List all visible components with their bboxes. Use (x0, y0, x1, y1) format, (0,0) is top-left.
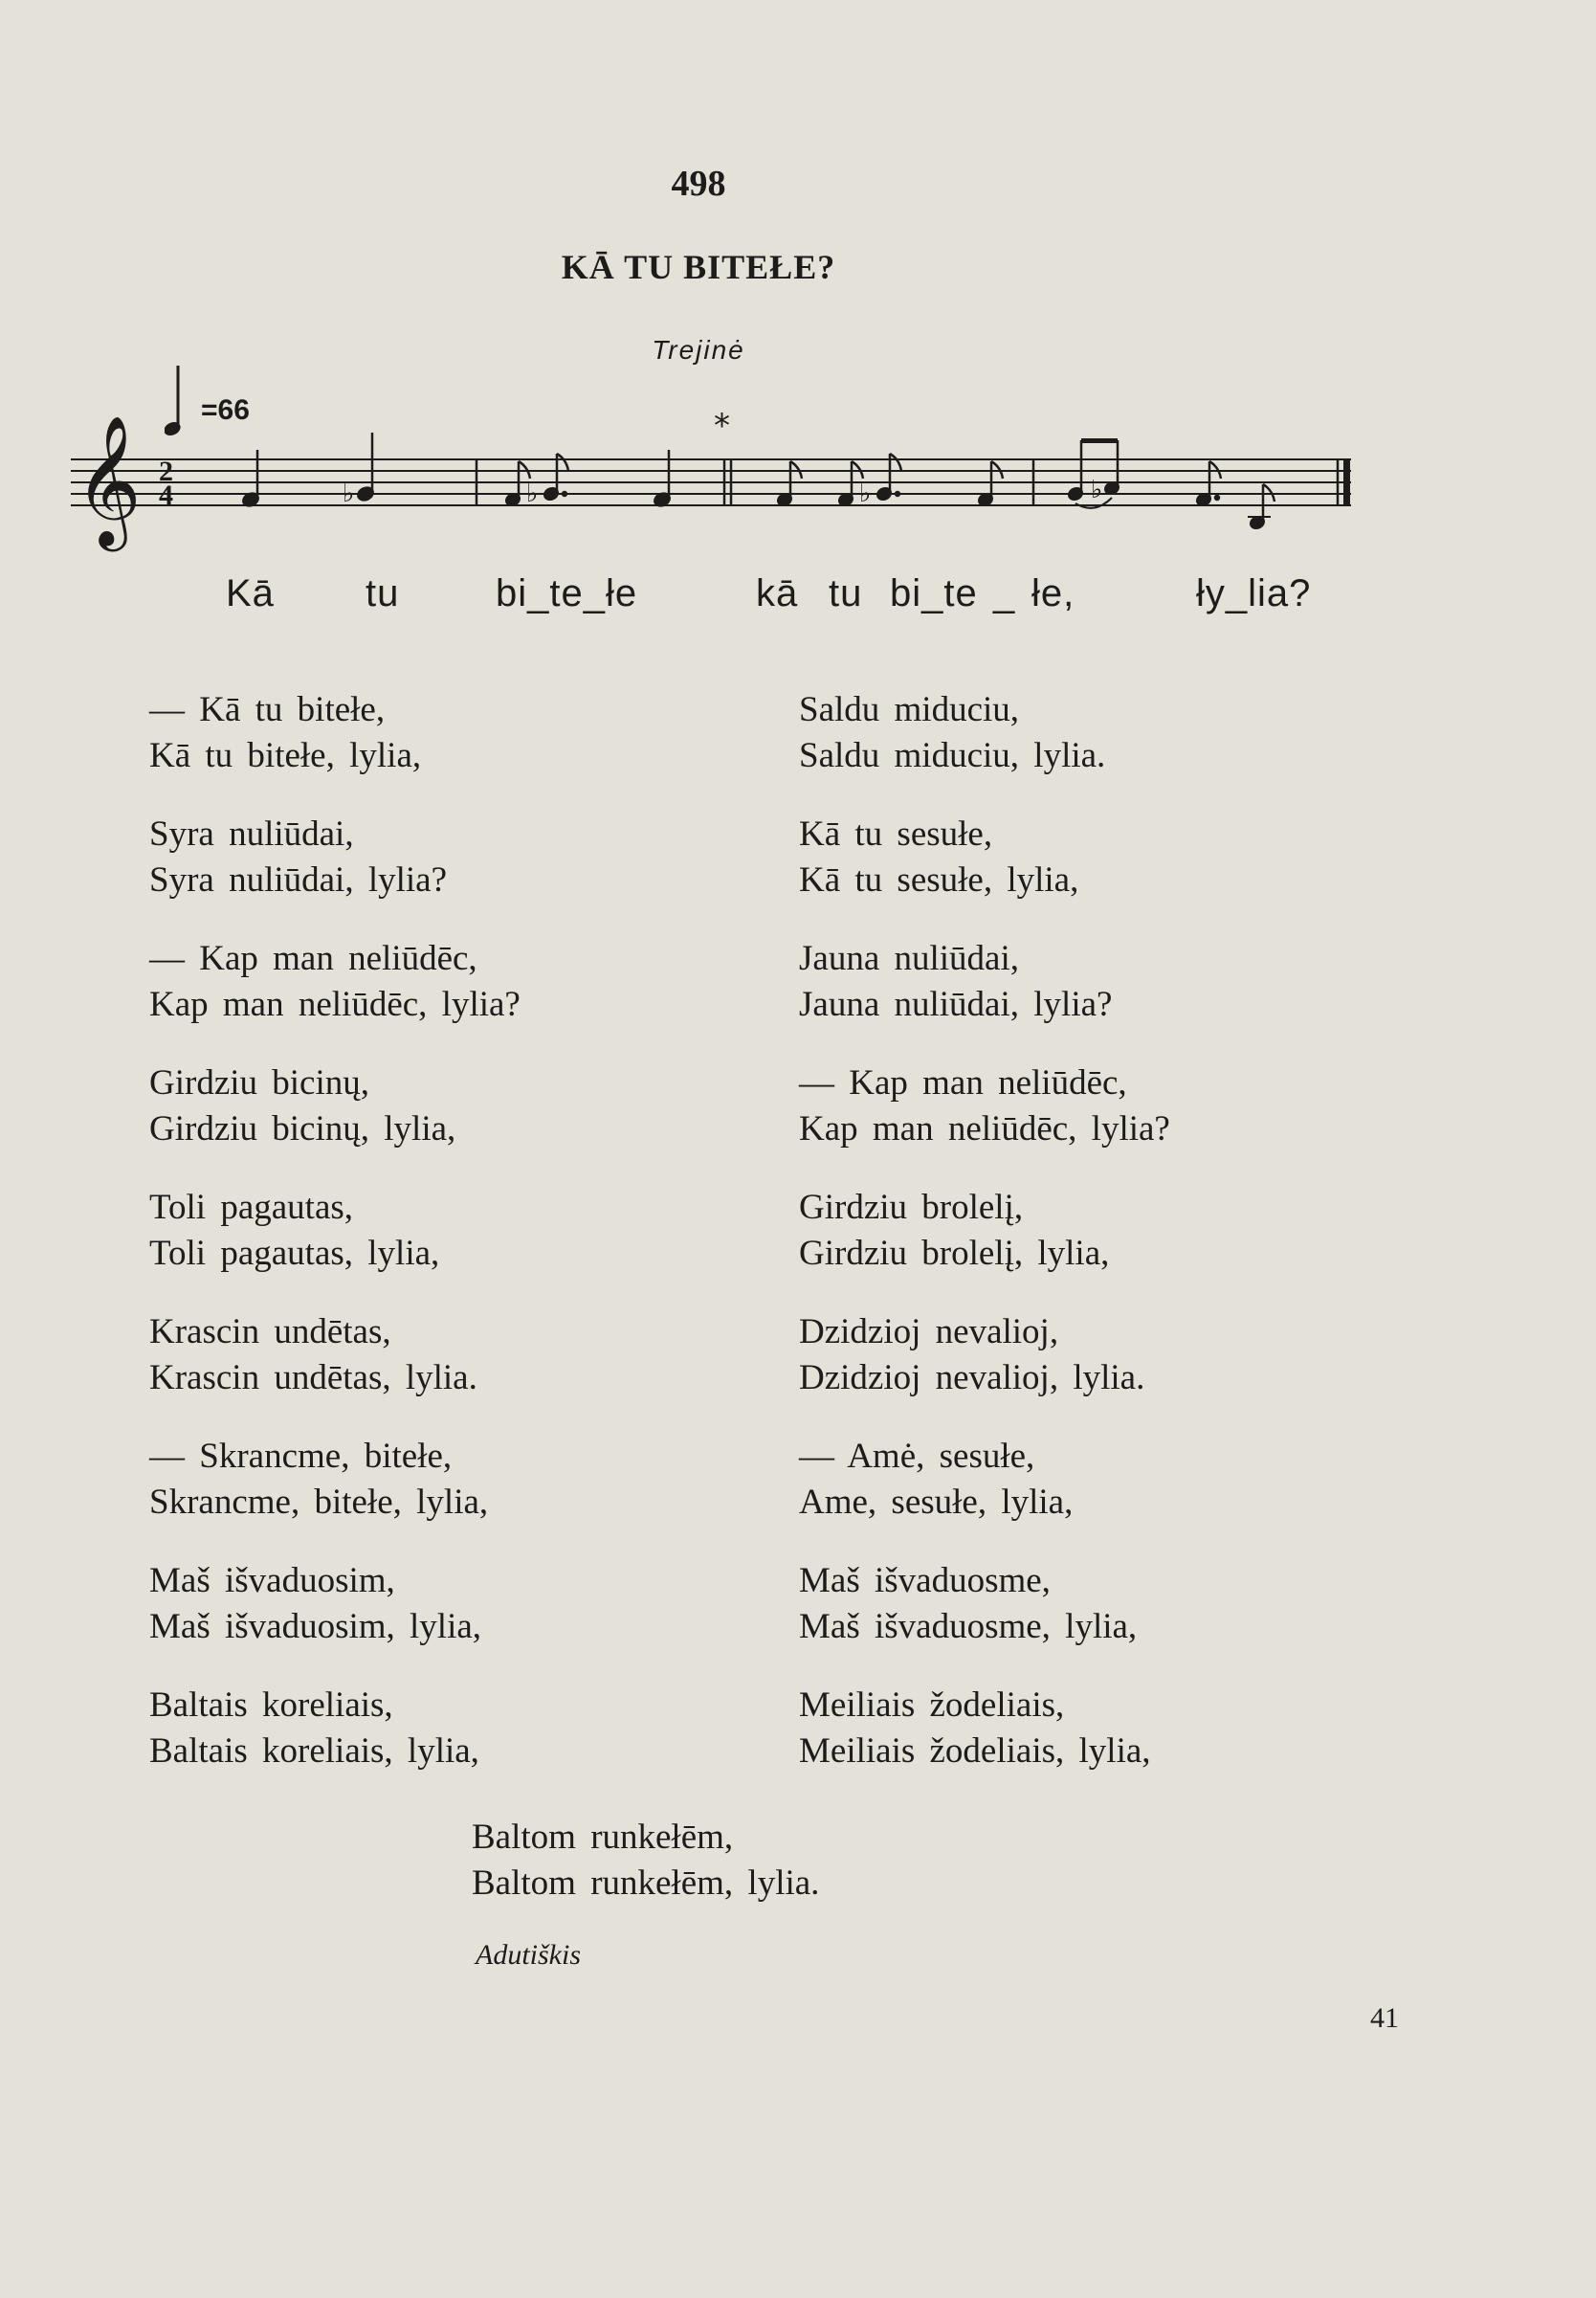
stanza (799, 687, 1392, 779)
verse-line: Kā tu sesułe, (799, 814, 993, 854)
verse-line: Girdziu bicinų, lylia, (149, 1109, 456, 1149)
stanza (799, 1060, 1392, 1152)
stanza (149, 1434, 743, 1526)
stanza (799, 1185, 1392, 1277)
verse-line: — Kap man neliūdēc, (149, 939, 477, 978)
svg-text:♭: ♭ (343, 480, 355, 507)
place-of-recording: Adutiškis (476, 1939, 581, 1971)
stanza (149, 1683, 743, 1774)
verse-line: Saldu miduciu, (799, 690, 1020, 729)
verse-line: Maš išvaduosim, (149, 1561, 395, 1600)
time-signature-top: 2 (159, 456, 173, 487)
verse-line: Girdziu brolelį, (799, 1188, 1024, 1227)
verse-line: Krascin undētas, (149, 1312, 391, 1351)
verse-line: Syra nuliūdai, lylia? (149, 860, 448, 900)
verse-line: — Kap man neliūdēc, (799, 1063, 1127, 1103)
page-number: 41 (1370, 2002, 1399, 2034)
music-staff (57, 412, 1359, 574)
stanza (799, 1558, 1392, 1650)
verse-line: Kā tu sesułe, lylia, (799, 860, 1079, 900)
verse-line: Ame, sesułe, lylia, (799, 1483, 1074, 1522)
verse-line: Krascin undētas, lylia. (149, 1358, 477, 1397)
stanza (149, 812, 743, 904)
verse-line: Dzidzioj nevalioj, lylia. (799, 1358, 1145, 1397)
song-title: KĀ TU BITEŁE? (561, 248, 836, 286)
verse-line: — Skrancme, bitełe, (149, 1437, 453, 1476)
svg-text:♭: ♭ (1091, 476, 1103, 503)
verse-line: Maš išvaduosme, (799, 1561, 1051, 1600)
stanza (149, 936, 743, 1028)
lyric-syllable: Kā (226, 572, 275, 614)
verse-line: Maš išvaduosim, lylia, (149, 1607, 482, 1646)
verse-line: Syra nuliūdai, (149, 814, 354, 854)
verse-line: Saldu miduciu, lylia. (799, 736, 1106, 775)
song-number: 498 (671, 164, 726, 204)
svg-text:♭: ♭ (526, 480, 539, 507)
verse-line: Girdziu bicinų, (149, 1063, 370, 1103)
treble-clef-icon: 𝄞 (75, 413, 142, 546)
verse-line: Kap man neliūdēc, lylia? (799, 1109, 1170, 1149)
verse-line: Kap man neliūdēc, lylia? (149, 985, 521, 1024)
stanza (799, 1683, 1392, 1774)
verse-line: Kā tu bitełe, lylia, (149, 736, 422, 775)
lyric-syllable: ły_lia? (1196, 572, 1312, 614)
verse-line: — Kā tu bitełe, (149, 690, 386, 729)
song-subtitle: Trejinė (652, 335, 745, 365)
final-stanza (472, 1815, 819, 1907)
lyric-syllable: kā (756, 572, 799, 614)
lyric-syllable: bi_te (890, 572, 978, 614)
verse-line: Baltom runkełēm, lylia. (472, 1863, 820, 1903)
tempo-marking: =66 (201, 394, 250, 426)
stanza (799, 936, 1392, 1028)
verse-line: Meiliais žodeliais, (799, 1685, 1065, 1725)
verse-line: Toli pagautas, lylia, (149, 1234, 440, 1273)
stanza (799, 1434, 1392, 1526)
verse-line: Baltom runkełēm, (472, 1818, 734, 1857)
verse-line: Jauna nuliūdai, lylia? (799, 985, 1113, 1024)
verses-right-column (799, 687, 1392, 1807)
verses-left-column (149, 687, 743, 1807)
verse-line: Baltais koreliais, lylia, (149, 1731, 479, 1771)
stanza (149, 1060, 743, 1152)
stanza (799, 812, 1392, 904)
stanza (149, 1558, 743, 1650)
stanza (149, 687, 743, 779)
verse-line: Maš išvaduosme, lylia, (799, 1607, 1138, 1646)
time-signature-bottom: 4 (159, 480, 173, 511)
asterisk: * (714, 412, 730, 445)
lyric-syllable: tu (829, 572, 863, 614)
verse-line: Baltais koreliais, (149, 1685, 393, 1725)
lyric-syllable: tu (366, 572, 400, 614)
verse-line: Meiliais žodeliais, lylia, (799, 1731, 1151, 1771)
verse-line: Dzidzioj nevalioj, (799, 1312, 1059, 1351)
lyric-syllable: bi_te_łe (496, 572, 638, 614)
verse-line: Toli pagautas, (149, 1188, 354, 1227)
stanza (149, 1309, 743, 1401)
lyric-syllable: łe, (1031, 572, 1075, 614)
verse-line: Jauna nuliūdai, (799, 939, 1020, 978)
svg-text:♭: ♭ (859, 480, 872, 507)
stanza (799, 1309, 1392, 1401)
lyric-syllable: _ (993, 572, 1016, 614)
verse-line: Skrancme, bitełe, lylia, (149, 1483, 489, 1522)
verse-line: — Amė, sesułe, (799, 1437, 1035, 1476)
verse-line: Girdziu brolelį, lylia, (799, 1234, 1110, 1273)
stanza (149, 1185, 743, 1277)
